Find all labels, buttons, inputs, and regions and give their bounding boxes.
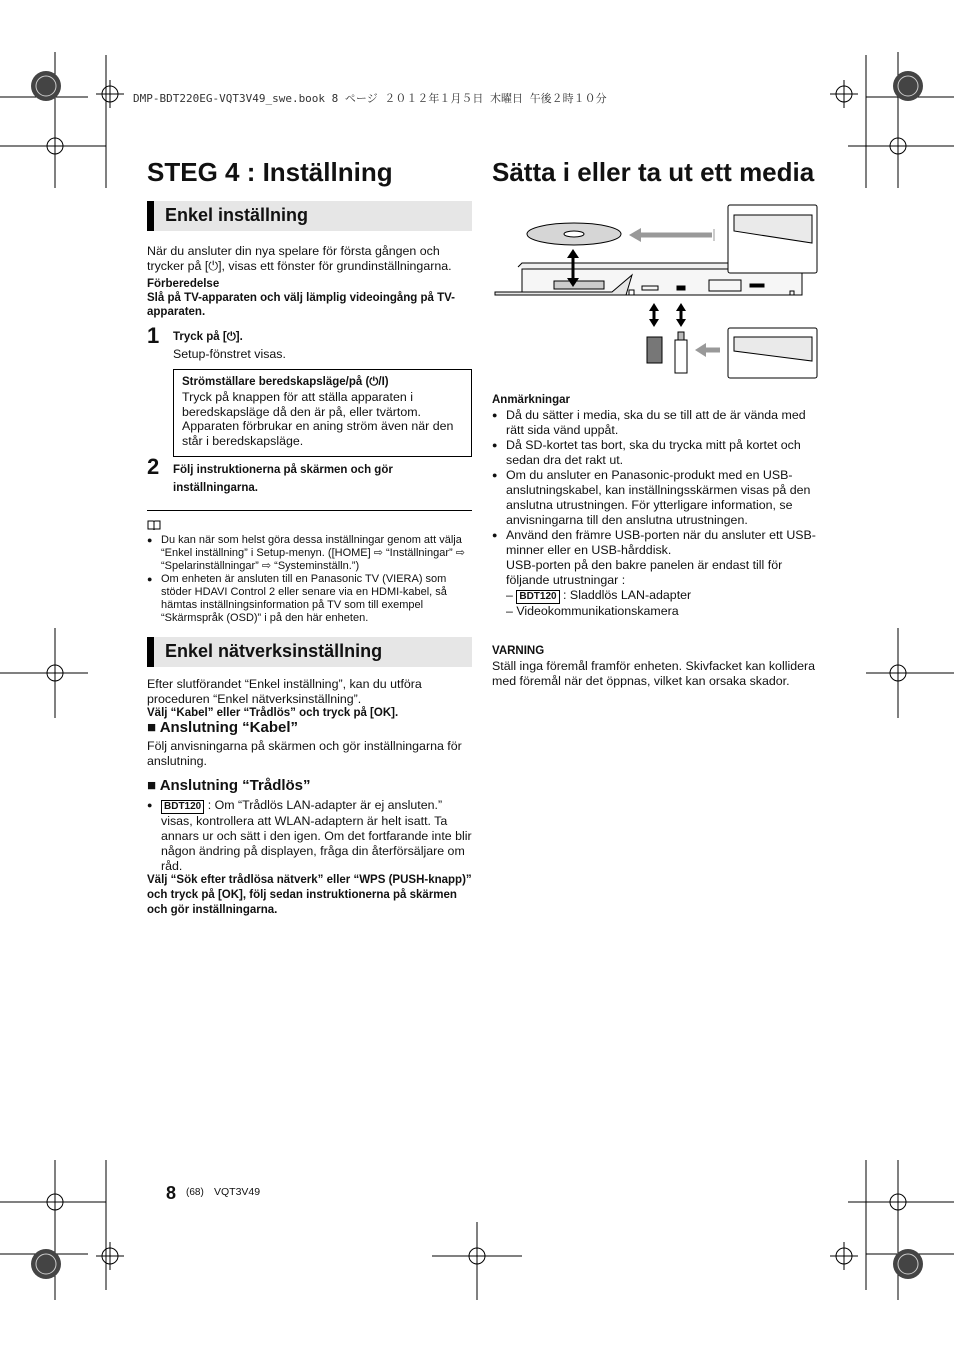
prep-label: Förberedelse <box>147 278 220 290</box>
note-item: ● Om enheten är ansluten till en Panasonic TV (VIERA) som stöder HDAVI Control 2 eller senare via en HDMI-kabel, så hämtas inställningsinformation på TV som till exempel “Skärmspråk (OSD)” i på den här enheten. <box>147 573 470 625</box>
subheading-tradlos <box>147 777 311 794</box>
standby-info-box <box>173 369 472 457</box>
note-item: ● Använd den främre USB-porten när du ansluter ett USB-minner eller en USB-hårddisk. <box>492 528 817 558</box>
section-heading-enkel-installning <box>147 201 472 231</box>
subheading-tradlos-label: Anslutning “Trådlös” <box>159 777 311 794</box>
square-bullet-icon: ■ <box>147 777 157 794</box>
step-1-sub: Setup-fönstret visas. <box>173 347 286 361</box>
tradlos-bullet-text: : Om “Trådlös LAN-adapter är ej ansluten.” visas, kontrollera att WLAN-adaptern är helt isatt. Ta annars ur och sätt i den igen. Om det fortfarande inte blir någon ändring på displayen, fråga din återförsäljare om råd. <box>161 798 472 873</box>
network-intro: Efter slutförandet “Enkel inställning”, kan du utföra proceduren “Enkel nätverksinställning”. <box>147 677 422 706</box>
step-1-text: Tryck på [⏻]. <box>173 331 243 343</box>
box-text: Tryck på knappen för att ställa apparaten i beredskapsläge då den är på, eller tvärtom. Apparaten förbrukar en aning ström även när den står i beredskapsläge. <box>182 390 454 448</box>
step-1-number: 1 <box>147 323 160 348</box>
warning-heading: VARNING <box>492 645 545 657</box>
model-tag: BDT120 <box>161 800 204 814</box>
note-item: ● Då SD-kortet tas bort, ska du trycka mitt på kortet och sedan dra det rakt ut. <box>492 438 817 468</box>
player-illustration <box>492 203 822 381</box>
step-2-number: 2 <box>147 454 160 479</box>
subheading-kabel <box>147 719 298 736</box>
model-tag: BDT120 <box>516 590 559 604</box>
usb-item-2-text: Videokommunikationskamera <box>516 604 679 618</box>
usb-item-1-text: : Sladdlös LAN-adapter <box>563 588 692 602</box>
square-bullet-icon: ■ <box>147 719 157 736</box>
kabel-text: Följ anvisningarna på skärmen och gör inställningarna för anslutning. <box>147 739 462 768</box>
step-2-text: Följ instruktionerna på skärmen och gör inställningarna. <box>173 464 393 494</box>
usb-item-2: – Videokommunikationskamera <box>506 604 679 618</box>
tradlos-bold: Välj “Sök efter trådlösa nätverk” eller “WPS (PUSH-knapp)” och tryck på [OK], följ sedan instruktionerna på skärmen och gör inställningarna. <box>147 874 472 916</box>
usb-item-1: – BDT120 : Sladdlös LAN-adapter <box>506 588 692 602</box>
section-heading-label: Enkel nätverksinställning <box>165 641 383 661</box>
note-item: ● Du kan när som helst göra dessa inställningar genom att välja “Enkel inställning” i Setup-menyn. ([HOME] ⇨ “Inställningar” ⇨ “Spelarinställningar” ⇨ “Systeminställn.”) <box>147 534 470 573</box>
intro-text: När du ansluter din nya spelare för första gången och trycker på [⏻], visas ett fönster för grundinställningarna. <box>147 244 452 273</box>
note-item: ● Om du ansluter en Panasonic-produkt med en USB-anslutningskabel, kan inställningsskärmen visas på den anslutna utrustningen. För ytterligare information, se anvisningarna till den anslutna utrustningen. <box>492 468 817 528</box>
notes-list-right <box>492 408 817 619</box>
box-title: Strömställare beredskapsläge/på (⏻/I) <box>182 376 389 388</box>
page-ref: (68) <box>186 1187 204 1198</box>
doc-code: VQT3V49 <box>214 1186 261 1198</box>
prep-text: Slå på TV-apparaten och välj lämplig videoingång på TV-apparaten. <box>147 292 456 318</box>
usb-rear-text: USB-porten på den bakre panelen är endast till för följande utrustningar : <box>506 558 783 587</box>
notes-heading: Anmärkningar <box>492 394 570 406</box>
page-title-left: STEG 4 : Inställning <box>147 157 393 187</box>
network-intro-bold: Välj “Kabel” eller “Trådlös” och tryck på [OK]. <box>147 707 399 719</box>
section-heading-natverk <box>147 637 472 667</box>
warning-text: Ställ inga föremål framför enheten. Skivfacket kan kollidera med föremål när det öppnas, vilket kan orsaka skador. <box>492 659 816 688</box>
note-item: ● Då du sätter i media, ska du se till att de är vända med rätt sida vänd uppåt. <box>492 408 817 438</box>
file-info: DMP-BDT220EG-VQT3V49_swe.book 8 ページ ２０１２年１月５日 木曜日 午後２時１０分 <box>133 92 607 105</box>
divider <box>147 510 472 511</box>
page-number: 8 <box>166 1183 177 1203</box>
book-icon <box>147 520 161 531</box>
heading-marker <box>147 637 154 667</box>
heading-marker <box>147 201 154 231</box>
section-heading-label: Enkel inställning <box>165 205 309 225</box>
page-title-right: Sätta i eller ta ut ett media <box>492 157 815 187</box>
subheading-kabel-label: Anslutning “Kabel” <box>159 719 299 736</box>
tradlos-bullet <box>147 798 477 874</box>
notes-list-left <box>147 534 470 625</box>
